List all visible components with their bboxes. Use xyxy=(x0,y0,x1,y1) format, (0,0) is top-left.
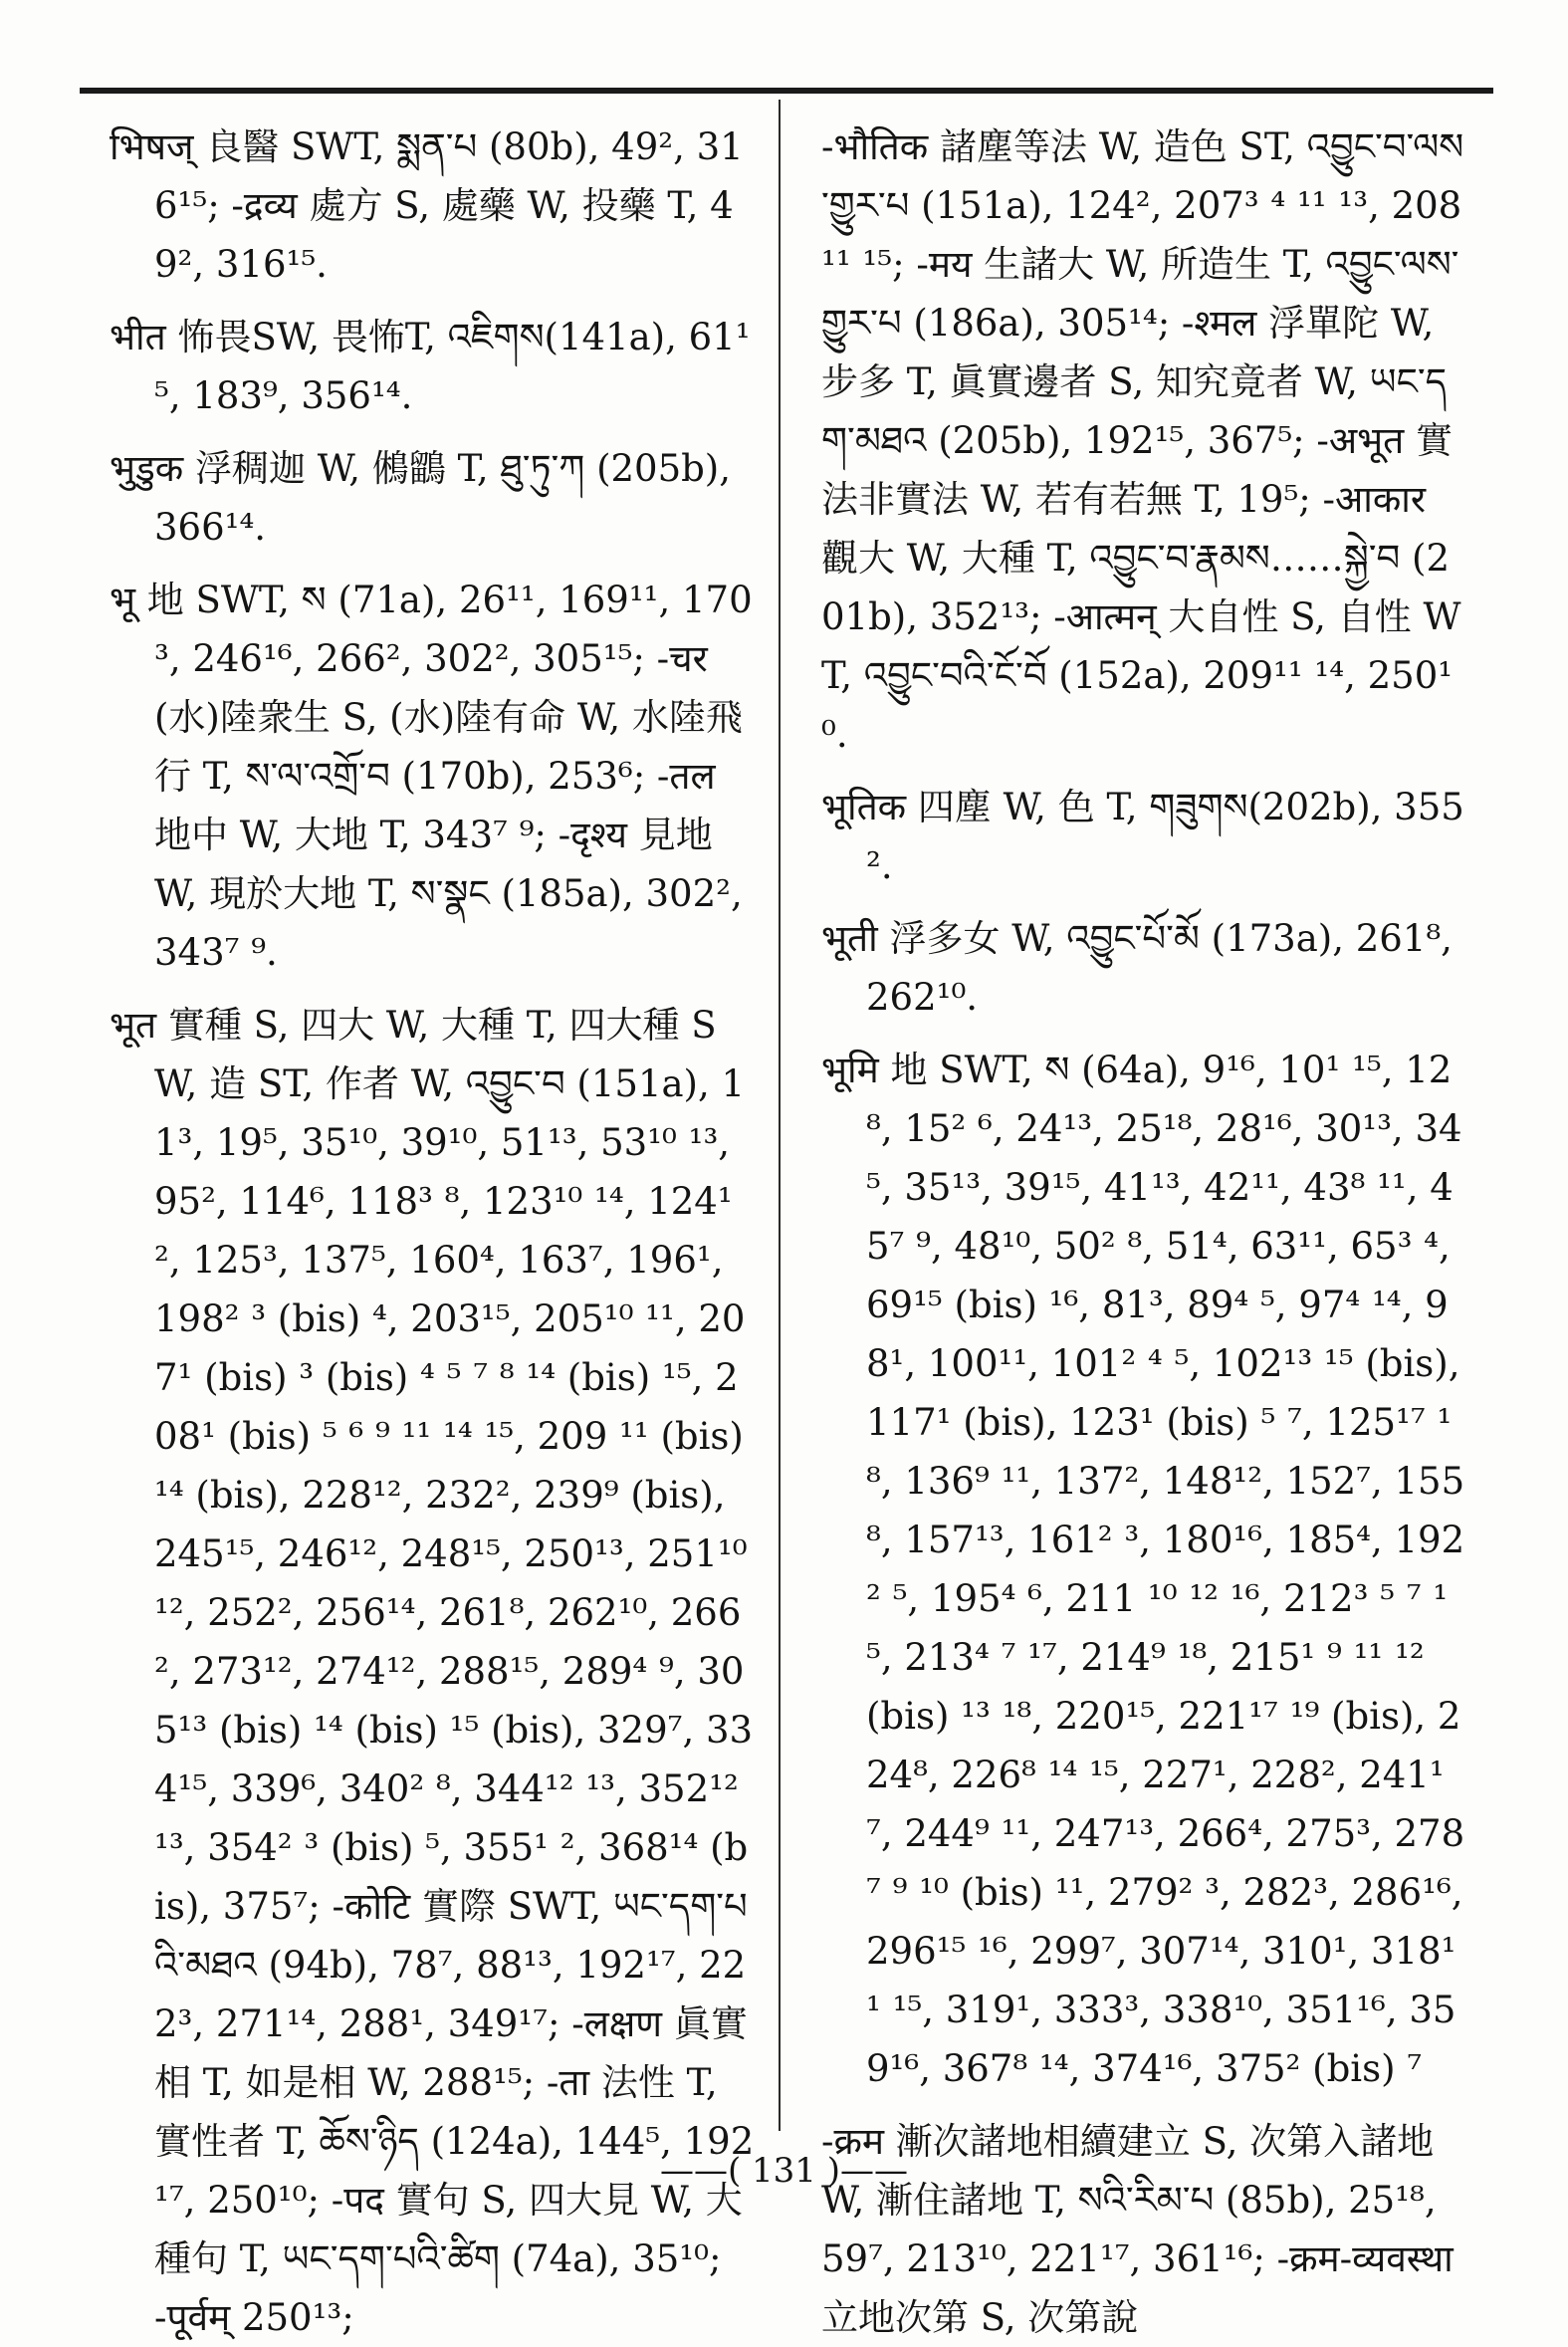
entry-bhuta: भूत 實種 S, 四大 W, 大種 T, 四大種 SW, 造 ST, 作者 W, འབྱུང་བ (151a), 11³, 19⁵, 35¹⁰, 39¹⁰, 51¹³, 53¹⁰ ¹³, 95², 114⁶, 118³ ⁸, 123¹⁰ ¹⁴, 124¹², 125³, 137⁵, 160⁴, 163⁷, 196¹, 198² ³ (bis) ⁴, 203¹⁵, 205¹⁰ ¹¹, 207¹ (bis) ³ (bis) ⁴ ⁵ ⁷ ⁸ ¹⁴ (bis) ¹⁵, 208¹ (bis) ⁵ ⁶ ⁹ ¹¹ ¹⁴ ¹⁵, 209 ¹¹ (bis) ¹⁴ (bis), 228¹², 232², 239⁹ (bis), 245¹⁵, 246¹², 248¹⁵, 250¹³, 251¹⁰ ¹², 252², 256¹⁴, 261⁸, 262¹⁰, 266², 273¹², 274¹², 288¹⁵, 289⁴ ⁹, 305¹³ (bis) ¹⁴ (bis) ¹⁵ (bis), 329⁷, 334¹⁵, 339⁶, 340² ⁸, 344¹² ¹³, 352¹² ¹³, 354² ³ (bis) ⁵, 355¹ ², 368¹⁴ (bis), 375⁷; -कोटि 實際 SWT, ཡང་དག་པའི་མཐའ (94b), 78⁷, 88¹³, 192¹⁷, 222³, 271¹⁴, 288¹, 349¹⁷; -लक्षण 眞實相 T, 如是相 W, 288¹⁵; -ता 法性 T, 實性者 T, ཆོས་ཉིད (124a), 144⁵, 192¹⁷, 250¹⁰; -पद 實句 S, 四大見 W, 大種句 T, ཡང་དག་པའི་ཚིག (74a), 35¹⁰; -पूर्वम् 250¹³; xyxy=(110,1004,755,2339)
entry-bhita: भीत 怖畏SW, 畏怖T, འཇིགས(141a), 61¹⁵, 183⁹, 356¹⁴. xyxy=(110,316,751,417)
entry-bhuta-continued: -भौतिक 諸塵等法 W, 造色 ST, འབྱུང་བ་ལས་གྱུར་པ (151a), 124², 207³ ⁴ ¹¹ ¹³, 208¹¹ ¹⁵; -मय 生諸大 W, 所造生 T, འབྱུང་ལས་གྱུར་པ (186a), 305¹⁴; -श्मल 浮單陀 W, 步多 T, 眞實邊者 S, 知究竟者 W, ཡང་དག་མཐའ (205b), 192¹⁵, 367⁵; -अभूत 實法非實法 W, 若有若無 T, 19⁵; -आकार 觀大 W, 大種 T, འབྱུང་བ་རྣམས……སྐྱེ་བ (201b), 352¹³; -आत्मन् 大自性 S, 自性 WT, འབྱུང་བའི་ངོ་བོ (152a), 209¹¹ ¹⁴, 250¹⁰. xyxy=(821,125,1464,756)
left-column xyxy=(110,117,757,2339)
entry-bhuduka: भुडुक 浮稠迦 W, 鵂鶹 T, ཐུ་ཏུ་ཀ (205b), 366¹⁴. xyxy=(110,447,732,549)
entry-bhumi-krama: -क्रम 漸次諸地相續建立 S, 次第入諸地 W, 漸住諸地 T, སའི་རིམ་པ (85b), 25¹⁸, 59⁷, 213¹⁰, 221¹⁷, 361¹⁶; -क्रम-व्यवस्था 立地次第 S, 次第說 xyxy=(821,2120,1454,2339)
page-number: ——( 131 )—— xyxy=(659,2151,909,2191)
entry-bhutika: भूतिक 四塵 W, 色 T, གཟུགས(202b), 355². xyxy=(821,786,1464,887)
entry-bhuti: भूती 浮多女 W, འབྱུང་པོ་མོ (173a), 261⁸, 262¹⁰. xyxy=(821,917,1453,1019)
column-divider xyxy=(779,100,781,2131)
entry-bhumi: भूमि 地 SWT, ས (64a), 9¹⁶, 10¹ ¹⁵, 12⁸, 15² ⁶, 24¹³, 25¹⁸, 28¹⁶, 30¹³, 34⁵, 35¹³, 39¹⁵, 41¹³, 42¹¹, 43⁸ ¹¹, 45⁷ ⁹, 48¹⁰, 50² ⁸, 51⁴, 63¹¹, 65³ ⁴, 69¹⁵ (bis) ¹⁶, 81³, 89⁴ ⁵, 97⁴ ¹⁴, 98¹, 100¹¹, 101² ⁴ ⁵, 102¹³ ¹⁵ (bis), 117¹ (bis), 123¹ (bis) ⁵ ⁷, 125¹⁷ ¹⁸, 136⁹ ¹¹, 137², 148¹², 152⁷, 155⁸, 157¹³, 161² ³, 180¹⁶, 185⁴, 192² ⁵, 195⁴ ⁶, 211 ¹⁰ ¹² ¹⁶, 212³ ⁵ ⁷ ¹⁵, 213⁴ ⁷ ¹⁷, 214⁹ ¹⁸, 215¹ ⁹ ¹¹ ¹² (bis) ¹³ ¹⁸, 220¹⁵, 221¹⁷ ¹⁹ (bis), 224⁸, 226⁸ ¹⁴ ¹⁵, 227¹, 228², 241¹⁷, 244⁹ ¹¹, 247¹³, 266⁴, 275³, 278⁷ ⁹ ¹⁰ (bis) ¹¹, 279² ³, 282³, 286¹⁶, 296¹⁵ ¹⁶, 299⁷, 307¹⁴, 310¹, 318¹¹ ¹⁵, 319¹, 333³, 338¹⁰, 351¹⁶, 359¹⁶, 367⁸ ¹⁴, 374¹⁶, 375² (bis) ⁷ xyxy=(821,1049,1465,2090)
entry-bhisaj: भिषज् 良醫 SWT, སྨན་པ (80b), 49², 316¹⁵; -द्रव्य 處方 S, 處藥 W, 投藥 T, 49², 316¹⁵. xyxy=(110,125,744,286)
entry-bhu: भू 地 SWT, ས (71a), 26¹¹, 169¹¹, 170³, 246¹⁶, 266², 302², 305¹⁵; -चर (水)陸衆生 S, (水)陸有命 W, 水陸飛行 T, ས་ལ་འགྲོ་བ (170b), 253⁶; -तल 地中 W, 大地 T, 343⁷ ⁹; -दृश्य 見地 W, 現於大地 T, ས་སྣང (185a), 302², 343⁷ ⁹. xyxy=(110,579,753,974)
right-column xyxy=(821,117,1468,2339)
top-rule xyxy=(80,88,1493,94)
